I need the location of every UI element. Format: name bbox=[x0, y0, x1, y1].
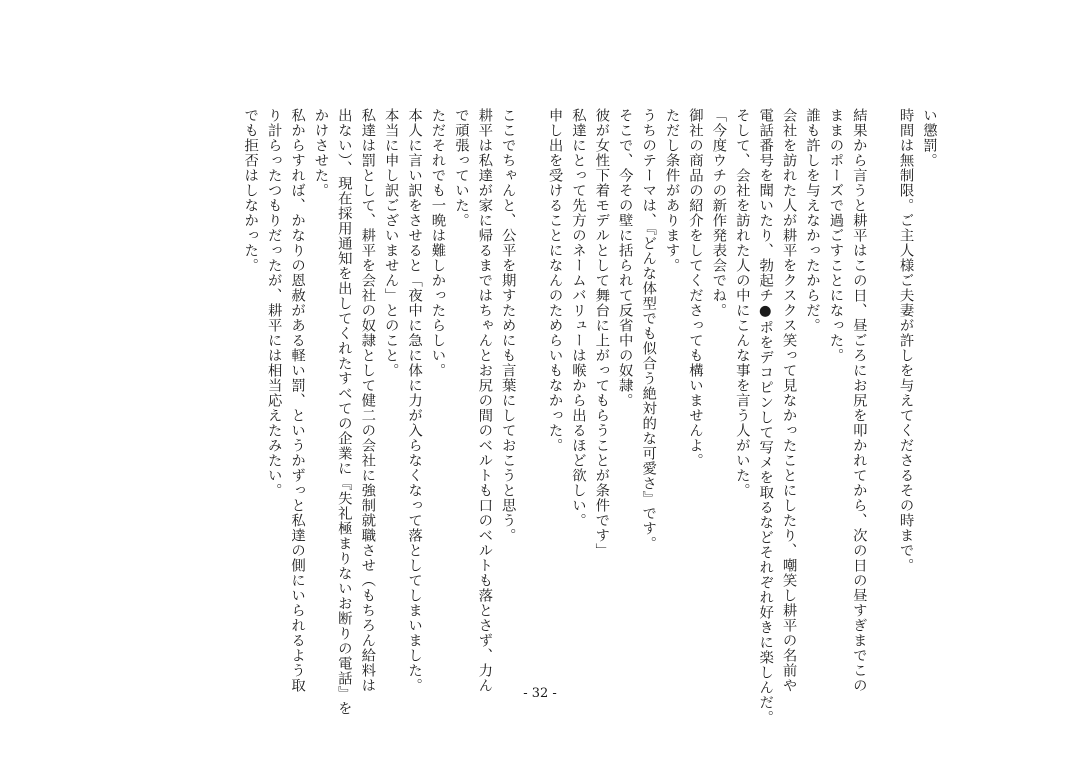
text-line: 「今度ウチの新作発表会でね。 bbox=[710, 108, 727, 318]
text-line: ままのポーズで過ごすことになった。 bbox=[827, 108, 844, 363]
text-line: い懲罰。 bbox=[921, 108, 937, 168]
text-line: 耕平は私達が家に帰るまではちゃんとお尻の間のベルトも口のベルトも落とさず、力ん bbox=[476, 108, 493, 693]
text-line: 私達にとって先方のネームバリューは喉から出るほど欲しい。 bbox=[569, 108, 586, 528]
text-line: 電話番号を聞いたり、勃起チ●ポをデコピンして写メを取るなどそれぞれ好きに楽しんだ。 bbox=[757, 108, 774, 725]
text-line: 結果から言うと耕平はこの日、昼ごろにお尻を叩かれてから、次の日の昼すぎまでこの bbox=[850, 108, 867, 693]
text-line: そして、会社を訪れた人の中にこんな事を言う人がいた。 bbox=[733, 108, 750, 498]
text-line: り計らったつもりだったが、耕平には相当応えたみたい。 bbox=[265, 108, 282, 498]
text-line: ここでちゃんと、公平を期すためにも言葉にしておこうと思う。 bbox=[499, 108, 516, 543]
text-line: 本人に言い訳をさせると「夜中に急に体に力が入らなくなって落としてしまいました。 bbox=[406, 108, 423, 693]
text-line: 申し出を受けることになんのためらいもなかった。 bbox=[546, 108, 563, 453]
text-line: 私達は罰として、耕平を会社の奴隷として健二の会社に強制就職させ（もちろん給料は bbox=[359, 108, 376, 693]
text-line: 私からすれば、かなりの恩赦がある軽い罰、というかずっと私達の側にいられるよう取 bbox=[289, 108, 306, 693]
text-line: かけさせた。 bbox=[312, 108, 329, 198]
text-line: うちのテーマは、『どんな体型でも似合う絶対的な可愛さ』です。 bbox=[640, 108, 657, 551]
text-line: ただし条件があります。 bbox=[663, 108, 680, 273]
text-line: 誰も許しを与えなかったからだ。 bbox=[803, 108, 820, 333]
text-line: 本当に申し訳ございません」とのこと。 bbox=[382, 108, 399, 378]
text-line: そこで、今その壁に括られて反省中の奴隷。 bbox=[616, 108, 633, 408]
text-line: ただそれでも一晩は難しかったらしい。 bbox=[429, 108, 446, 378]
text-line: 出ない）、現在採用通知を出してくれたすべての企業に『失礼極まりないお断りの電話』を bbox=[335, 108, 352, 716]
text-line: 彼が女性下着モデルとして舞台に上がってもらうことが条件です」 bbox=[593, 108, 610, 558]
text-line: でも拒否はしなかった。 bbox=[242, 108, 259, 273]
text-line: 時間は無制限。ご主人様ご夫妻が許しを与えてくださるその時まで。 bbox=[897, 108, 914, 573]
page-number: - 32 - bbox=[523, 686, 557, 701]
text-line: で頑張っていた。 bbox=[452, 108, 469, 228]
text-line: 会社を訪れた人が耕平をクスクス笑って見なかったことにしたり、嘲笑し耕平の名前や bbox=[780, 108, 797, 693]
text-line: 御社の商品の紹介をしてくださっても構いませんよ。 bbox=[686, 108, 703, 468]
